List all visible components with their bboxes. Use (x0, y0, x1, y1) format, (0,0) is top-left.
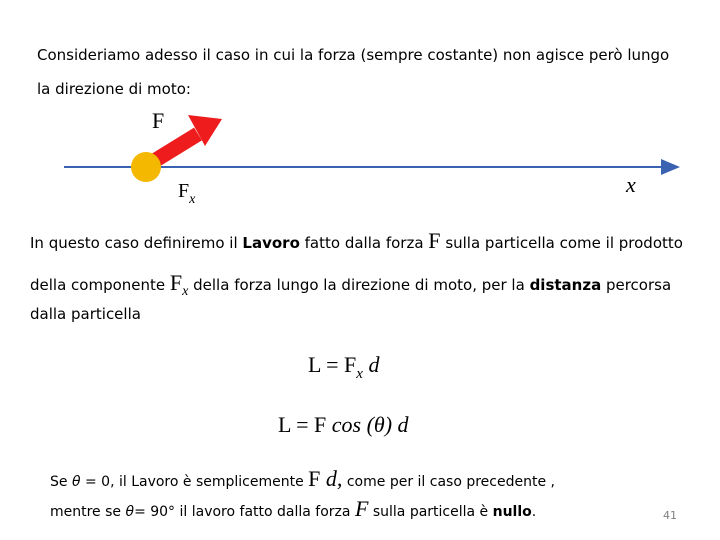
concl-force-1: F (308, 466, 321, 491)
conclusion-line-1 (50, 466, 555, 492)
def-fx-sub: x (182, 284, 189, 299)
theta-symbol-1: θ (71, 474, 81, 490)
concl-text-2: = 0, il Lavoro è semplicemente (80, 474, 309, 490)
def-text-2: fatto dalla forza (299, 234, 429, 252)
equation-1 (308, 352, 380, 382)
intro-line-1: Consideriamo adesso il caso in cui la forza (sempre costante) non agisce però lungo (37, 46, 670, 64)
fx-label-sub: x (189, 192, 196, 207)
fx-label-main: F (178, 180, 190, 202)
concl-force-2: F (354, 496, 369, 521)
eq1-sub: x (356, 366, 363, 382)
nullo-bold: nullo (492, 504, 532, 520)
eq1-d: d (362, 352, 380, 377)
definition-line-3: dalla particella (30, 305, 141, 323)
eq2-rhs: cos (θ) d (331, 412, 409, 437)
equation-2 (278, 412, 409, 438)
def-text-1: In questo caso definiremo il (30, 234, 243, 252)
def-text-4: della componente (30, 276, 170, 294)
eq1-lhs: L = F (308, 352, 357, 377)
page-number: 41 (663, 509, 677, 522)
intro-line-2: la direzione di moto: (37, 80, 191, 98)
concl-text-5: = 90° il lavoro fatto dalla forza (134, 504, 355, 520)
concl-text-1: Se (50, 474, 72, 490)
definition-line-2 (30, 270, 672, 299)
concl-text-6: sulla particella è (368, 504, 493, 520)
concl-d: d, (320, 466, 343, 491)
theta-symbol-2: θ (125, 504, 135, 520)
definition-line-1 (30, 228, 683, 254)
eq2-lhs: L = F (278, 412, 332, 437)
fx-label (178, 180, 196, 207)
concl-text-7: . (531, 504, 537, 520)
def-fx-main: F (169, 270, 183, 295)
force-label: F (152, 108, 165, 133)
lavoro-bold: Lavoro (242, 234, 300, 252)
def-text-3: sulla particella come il prodotto (440, 234, 683, 252)
conclusion-line-2 (50, 496, 536, 522)
def-text-5: della forza lungo la direzione di moto, per la (188, 276, 530, 294)
def-force-symbol: F (428, 228, 441, 253)
concl-text-3: come per il caso precedente , (342, 474, 555, 490)
axis-label: x (626, 172, 636, 197)
def-text-6: percorsa (601, 276, 672, 294)
distanza-bold: distanza (529, 276, 602, 294)
particle (131, 152, 161, 182)
concl-text-4: mentre se (50, 504, 126, 520)
x-axis-arrowhead (661, 159, 680, 175)
